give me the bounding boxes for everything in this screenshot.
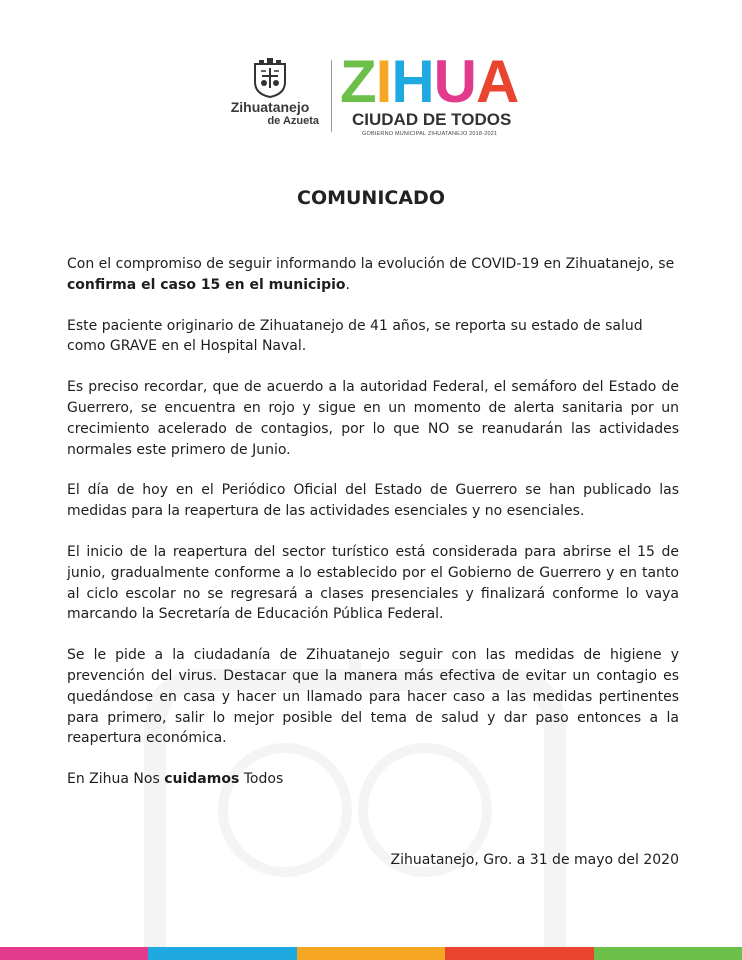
paragraph-4: El día de hoy en el Periódico Oficial del Estado de Guerrero se han publicado las medidas para la reapertura de las actividades esenciales y no esenciales. bbox=[67, 482, 679, 520]
strip-segment bbox=[0, 947, 148, 960]
closing-line: En Zihua Nos cuidamos Todos bbox=[67, 771, 284, 788]
seal-name: Zihuatanejo bbox=[230, 99, 310, 115]
paragraph-1: Con el compromiso de seguir informando la evolución de COVID-19 en Zihuatanejo, se confirma el caso 15 en el municipio. bbox=[67, 256, 675, 293]
color-strip bbox=[0, 947, 742, 960]
letterhead bbox=[0, 48, 742, 137]
date-line: Zihuatanejo, Gro. a 31 de mayo del 2020 bbox=[390, 852, 679, 868]
strip-segment bbox=[594, 947, 742, 960]
seal-subtitle: de Azueta bbox=[267, 115, 319, 127]
paragraph-3: Es preciso recordar, que de acuerdo a la autoridad Federal, el semáforo del Estado de Guerrero, se encuentra en rojo y sigue en un momento de alerta sanitaria por un crecimiento acelerado de contagios, por lo que NO se reanudarán las actividades normales este primero de Junio. bbox=[67, 379, 679, 458]
communique-body bbox=[67, 254, 679, 810]
paragraph-5: El inicio de la reapertura del sector turístico está considerada para abrirse el 15 de junio, gradualmente conforme a lo establecido por el Gobierno de Guerrero y en tanto al ciclo escolar no se regresará a clases presenciales y finalizará conforme lo vaya marcando la Secretaría de Educación Pública Federal. bbox=[67, 543, 679, 623]
highlight-case: confirma el caso 15 en el municipio bbox=[67, 276, 346, 293]
logo-letter: H bbox=[391, 48, 434, 115]
logo-wordmark bbox=[340, 48, 530, 115]
strip-segment bbox=[148, 947, 296, 960]
municipal-seal bbox=[215, 56, 325, 127]
logo-letter: U bbox=[433, 48, 477, 115]
shield-icon bbox=[251, 58, 289, 98]
logo-letter: I bbox=[375, 48, 392, 115]
highlight-cuidamos: cuidamos bbox=[164, 771, 240, 788]
strip-segment bbox=[297, 947, 445, 960]
logo-government: GOBIERNO MUNICIPAL ZIHUATANEJO 2018-2021 bbox=[362, 131, 498, 137]
zihua-logo bbox=[340, 48, 530, 137]
logo-letter: A bbox=[476, 48, 519, 115]
page-title: COMUNICADO bbox=[297, 187, 445, 209]
strip-segment bbox=[445, 947, 593, 960]
paragraph-6: Se le pide a la ciudadanía de Zihuatanejo seguir con las medidas de higiene y prevención del virus. Destacar que la manera más efectiva de evitar un contagio es quedándose en casa y hacer un llamado para hacer caso a las medidas pertinentes para primero, salir lo mejor posible del tema de salud y dar paso entonces a la reapertura económica. bbox=[67, 647, 679, 747]
paragraph-2: Este paciente originario de Zihuatanejo de 41 años, se reporta su estado de salud como GRAVE en el Hospital Naval. bbox=[67, 317, 643, 355]
logo-letter: Z bbox=[340, 48, 376, 115]
header-divider bbox=[331, 60, 332, 132]
logo-tagline: CIUDAD DE TODOS bbox=[352, 110, 512, 129]
